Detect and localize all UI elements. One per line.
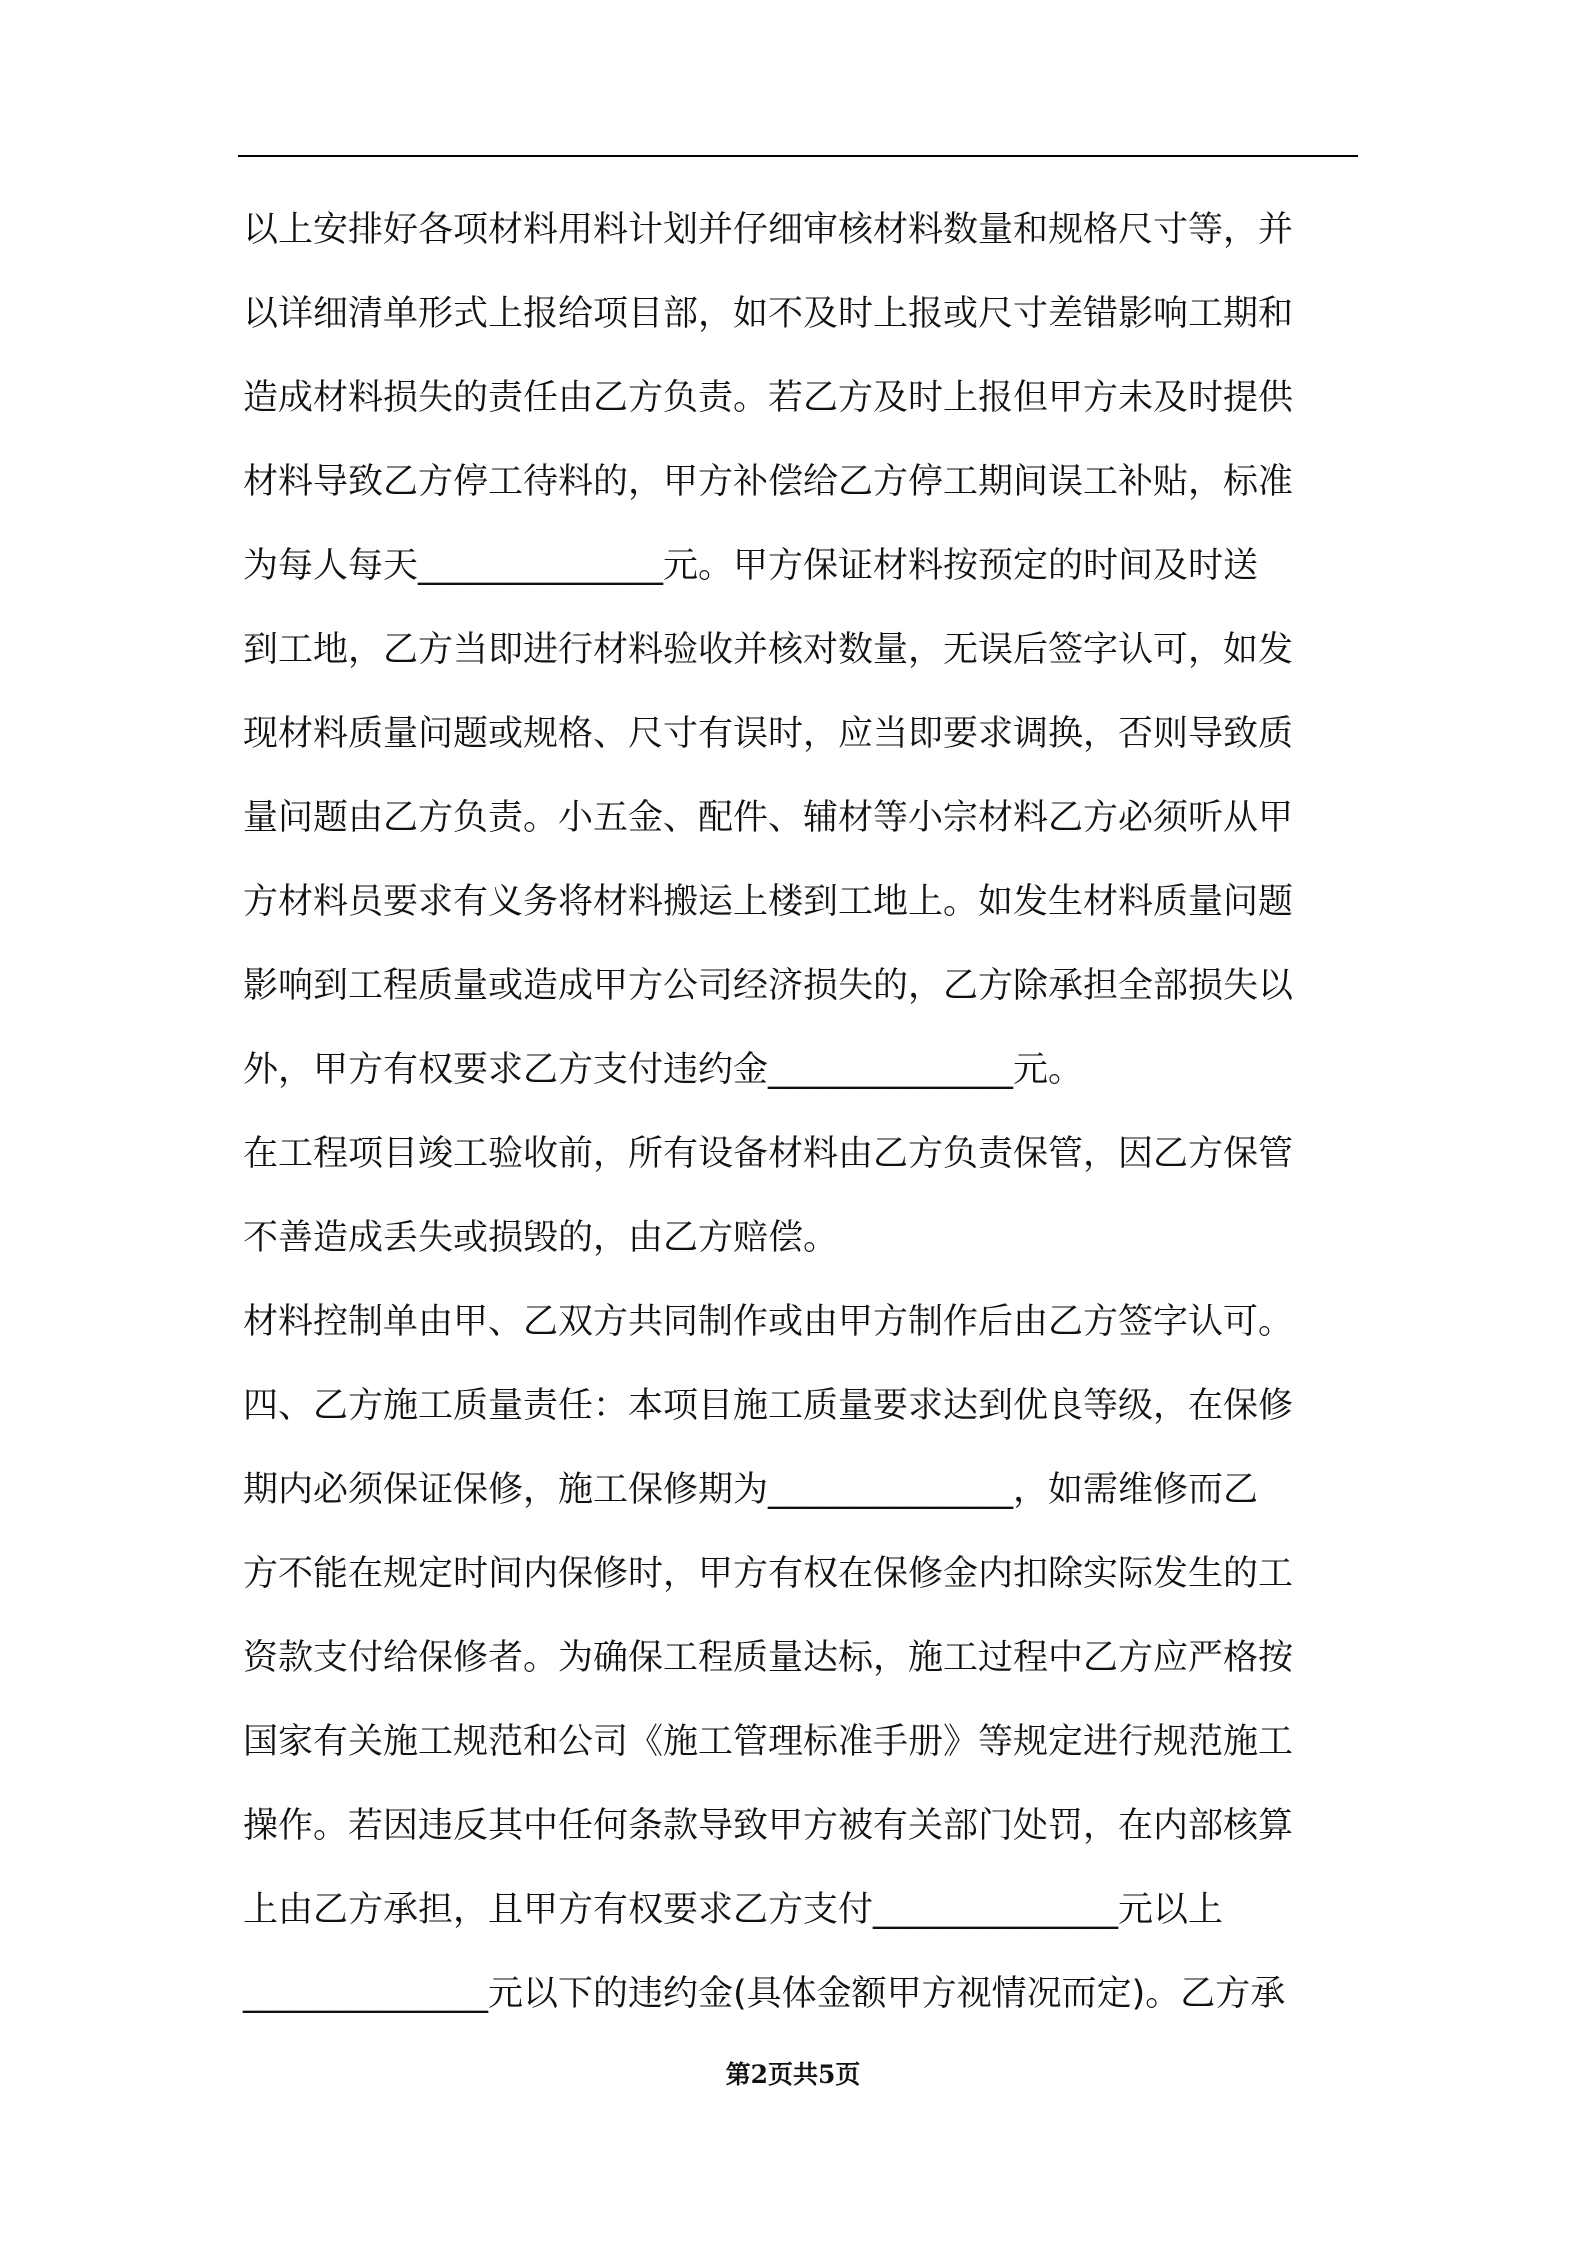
text-line: 材料控制单由甲、乙双方共同制作或由甲方制作后由乙方签字认可。 bbox=[243, 1302, 1294, 1342]
text-line: 国家有关施工规范和公司《施工管理标准手册》等规定进行规范施工 bbox=[243, 1722, 1294, 1762]
text-line: 方材料员要求有义务将材料搬运上楼到工地上。如发生材料质量问题 bbox=[243, 882, 1294, 922]
document-body bbox=[243, 188, 1358, 2036]
text-line: 为每人每天______________元。甲方保证材料按预定的时间及时送 bbox=[243, 546, 1259, 586]
text-line: 在工程项目竣工验收前，所有设备材料由乙方负责保管，因乙方保管 bbox=[243, 1134, 1294, 1174]
text-line: ______________元以下的违约金(具体金额甲方视情况而定)。乙方承 bbox=[243, 1974, 1286, 2014]
text-line: 上由乙方承担，且甲方有权要求乙方支付______________元以上 bbox=[243, 1890, 1224, 1930]
text-line: 期内必须保证保修，施工保修期为______________，如需维修而乙 bbox=[243, 1470, 1259, 1510]
text-line: 到工地，乙方当即进行材料验收并核对数量，无误后签字认可，如发 bbox=[243, 630, 1294, 670]
text-line: 四、乙方施工质量责任：本项目施工质量要求达到优良等级，在保修 bbox=[243, 1386, 1294, 1426]
text-line: 造成材料损失的责任由乙方负责。若乙方及时上报但甲方未及时提供 bbox=[243, 378, 1294, 418]
text-line: 材料导致乙方停工待料的，甲方补偿给乙方停工期间误工补贴，标准 bbox=[243, 462, 1294, 502]
text-line: 外，甲方有权要求乙方支付违约金______________元。 bbox=[243, 1050, 1084, 1090]
text-line: 不善造成丢失或损毁的，由乙方赔偿。 bbox=[243, 1218, 839, 1258]
text-line: 量问题由乙方负责。小五金、配件、辅材等小宗材料乙方必须听从甲 bbox=[243, 798, 1294, 838]
page-number: 第2页共5页 bbox=[725, 2060, 861, 2089]
text-line: 以上安排好各项材料用料计划并仔细审核材料数量和规格尺寸等，并 bbox=[243, 210, 1294, 250]
text-line: 方不能在规定时间内保修时，甲方有权在保修金内扣除实际发生的工 bbox=[243, 1554, 1294, 1594]
text-line: 资款支付给保修者。为确保工程质量达标，施工过程中乙方应严格按 bbox=[243, 1638, 1294, 1678]
text-line: 现材料质量问题或规格、尺寸有误时，应当即要求调换，否则导致质 bbox=[243, 714, 1294, 754]
text-line: 操作。若因违反其中任何条款导致甲方被有关部门处罚，在内部核算 bbox=[243, 1806, 1294, 1846]
text-line: 影响到工程质量或造成甲方公司经济损失的，乙方除承担全部损失以 bbox=[243, 966, 1294, 1006]
text-line: 以详细清单形式上报给项目部，如不及时上报或尺寸差错影响工期和 bbox=[243, 294, 1294, 334]
header-rule bbox=[238, 155, 1358, 157]
